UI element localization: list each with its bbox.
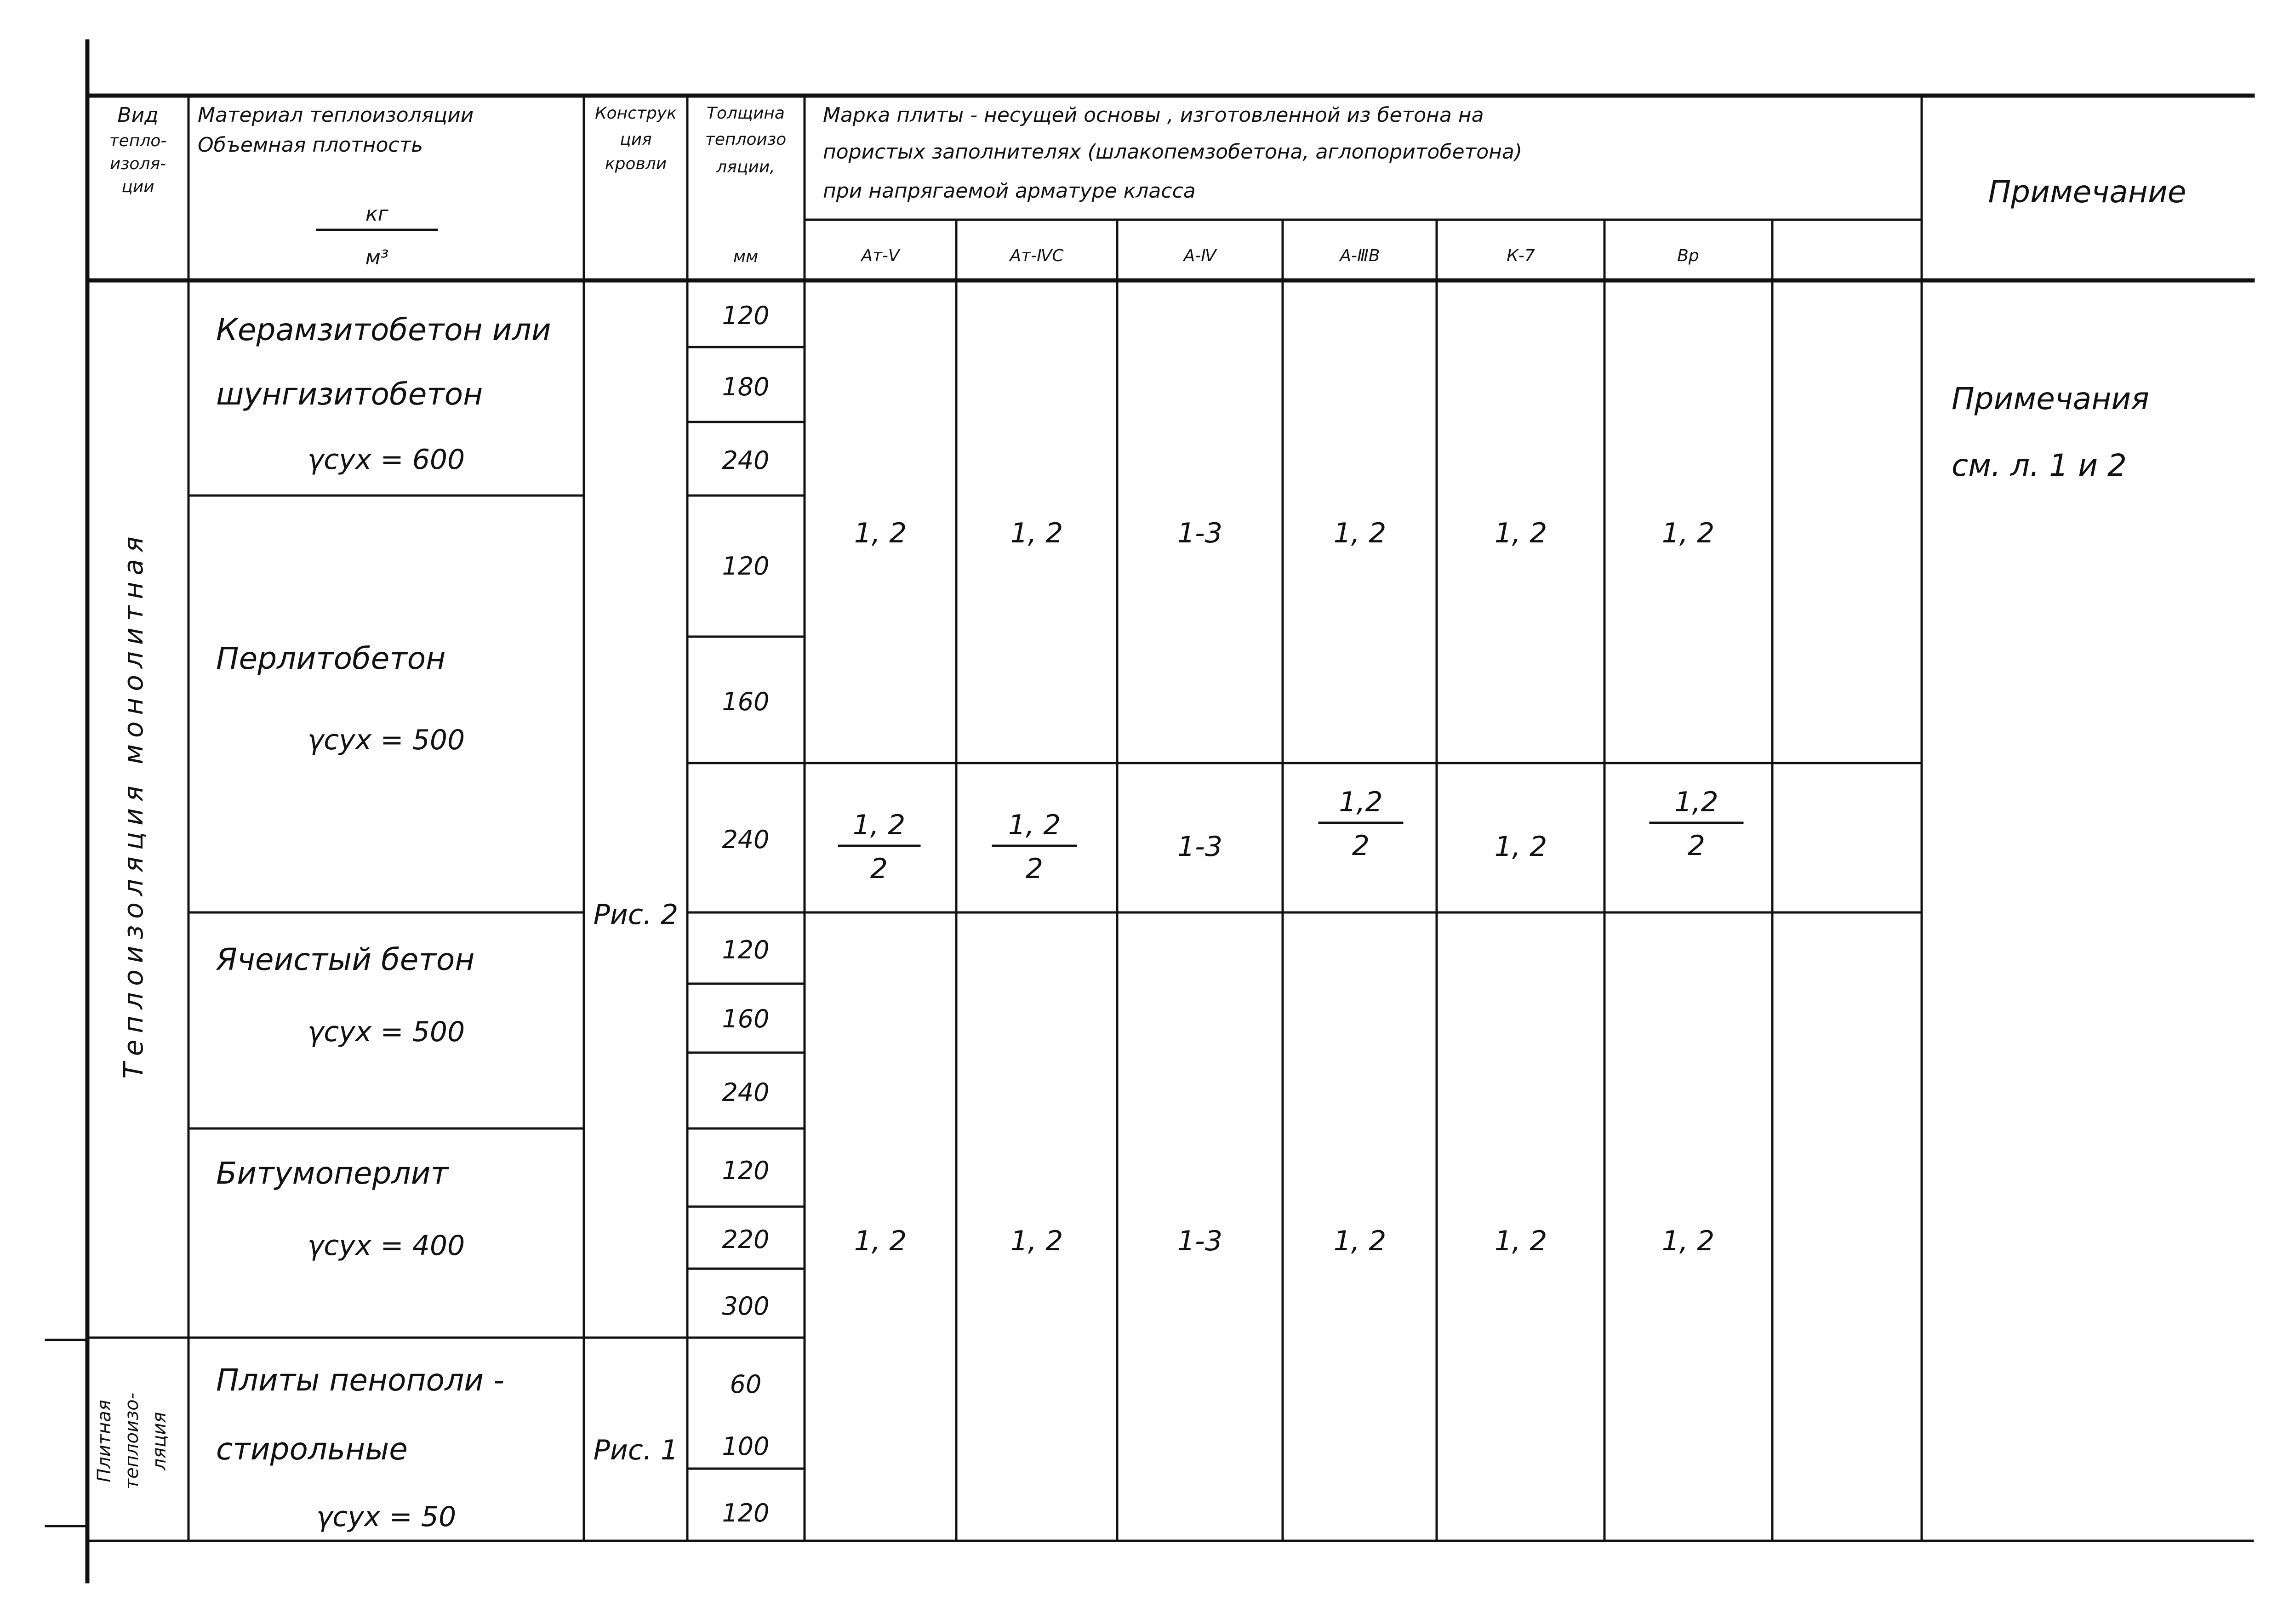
rebar-class-a-iv: А-Ⅳ [1183, 246, 1216, 265]
grade-fraction-top: 1, 2 [1008, 809, 1061, 841]
construction-ref: Рис. 1 [593, 1434, 679, 1466]
group-slab-line: теплоизо- [121, 1392, 143, 1490]
thickness-cell: 120 [722, 935, 770, 964]
note-text: Примечания [1952, 381, 2149, 416]
header-grade-line: при напрягаемой арматуре класса [823, 179, 1196, 203]
thickness-cell: 120 [722, 1156, 770, 1185]
thickness-cell: 120 [722, 1499, 770, 1527]
material-density: γсух = 600 [307, 444, 465, 476]
grade-fraction-bottom: 2 [1352, 830, 1370, 862]
thickness-cell: 120 [722, 301, 770, 330]
grade-cell: 1, 2 [1494, 831, 1547, 863]
grade-fraction-bottom: 2 [1687, 830, 1706, 862]
header-grade-line: Марка плиты - несущей основы , изготовленной из бетона на [823, 103, 1484, 127]
thickness-cell: 180 [722, 372, 770, 401]
header-density: Объемная плотность [198, 133, 423, 157]
grade-cell: 1, 2 [1010, 517, 1063, 549]
rebar-class-a-iiib: А-ⅢВ [1340, 246, 1380, 265]
group-labels [94, 530, 170, 1489]
grade-cell: 1, 2 [1333, 517, 1387, 549]
header-construction-line: Конструк [595, 104, 677, 123]
header-grade-line: пористых заполнителях (шлакопемзобетона, аглопоритобетона) [823, 140, 1523, 164]
table-grid [46, 41, 2253, 1581]
note-text: см. л. 1 и 2 [1952, 448, 2127, 483]
thickness-cell: 60 [730, 1370, 762, 1399]
grade-cell: 1, 2 [1661, 517, 1715, 549]
rebar-class-k7: К-7 [1507, 246, 1535, 265]
header-construction-line: кровли [605, 154, 667, 173]
thickness-cell: 120 [722, 552, 770, 581]
thickness-cell: 100 [722, 1432, 770, 1461]
header-density-unit-den: м³ [365, 246, 389, 269]
material-name: Керамзитобетон или [216, 312, 551, 348]
grade-cell: 1, 2 [1010, 1225, 1063, 1257]
construction-ref: Рис. 2 [593, 899, 679, 931]
thickness-cell: 240 [722, 1078, 770, 1107]
grade-cell: 1, 2 [1333, 1225, 1387, 1257]
thickness-cell: 300 [722, 1292, 770, 1321]
grade-cell: 1, 2 [854, 1225, 907, 1257]
header-thickness-line: Толщина [707, 104, 785, 123]
thickness-cell: 160 [722, 687, 770, 716]
material-name: Битумоперлит [216, 1156, 449, 1191]
group-slab-line: Плитная [94, 1400, 115, 1482]
grade-fraction-top: 1,2 [1339, 786, 1383, 818]
material-name: стирольные [216, 1431, 408, 1467]
thickness-cell: 240 [722, 446, 770, 475]
construction-column [594, 899, 678, 1466]
table-header [109, 103, 2186, 269]
header-construction-line: ция [620, 130, 652, 149]
material-name: Перлитобетон [216, 641, 446, 676]
header-vid-line: ции [121, 177, 154, 196]
grade-cell: 1, 2 [854, 517, 907, 549]
rebar-class-vr: Вр [1677, 246, 1699, 265]
thickness-cell: 160 [722, 1004, 770, 1033]
grade-fraction-bottom: 2 [1025, 853, 1044, 885]
header-vid-line: тепло- [109, 131, 167, 150]
header-vid-line: Вид [117, 103, 159, 127]
note-column [1952, 381, 2149, 483]
group-slab-line: ляция [149, 1412, 170, 1470]
header-thickness-line: ляции, [716, 158, 775, 177]
thickness-cell: 240 [722, 825, 770, 854]
material-density: γсух = 500 [307, 1016, 465, 1048]
grade-cell: 1, 2 [1494, 1225, 1547, 1257]
material-name: Ячеистый бетон [216, 942, 475, 977]
grade-block-3 [854, 1225, 1715, 1257]
grade-cell: 1, 2 [1661, 1225, 1715, 1257]
rebar-class-at-ivc: Ат-ⅣС [1010, 246, 1064, 265]
material-density: γсух = 50 [316, 1501, 457, 1533]
material-density: γсух = 500 [307, 724, 465, 756]
header-note: Примечание [1988, 174, 2186, 210]
grade-cell: 1-3 [1177, 831, 1222, 863]
grade-fraction-top: 1, 2 [852, 809, 906, 841]
grade-cell: 1-3 [1177, 1225, 1222, 1257]
material-density: γсух = 400 [307, 1230, 465, 1262]
header-thickness-unit: мм [733, 247, 759, 266]
grade-fraction-bottom: 2 [870, 853, 888, 885]
grade-cell: 1-3 [1177, 517, 1222, 549]
grade-fraction-top: 1,2 [1674, 786, 1718, 818]
header-density-unit-num: кг [365, 202, 388, 226]
header-thickness-line: теплоизо [705, 130, 787, 149]
grade-cell: 1, 2 [1494, 517, 1547, 549]
grade-block-2 [853, 786, 1718, 885]
header-material: Материал теплоизоляции [198, 103, 474, 127]
group-monolithic: Теплоизоляция монолитная [118, 530, 149, 1079]
grade-block-1 [854, 517, 1715, 549]
material-name: Плиты пенополи - [216, 1362, 504, 1398]
header-vid-line: изоля- [109, 154, 166, 173]
material-name: шунгизитобетон [216, 376, 483, 412]
rebar-class-at-v: Ат-Ⅴ [861, 246, 900, 265]
thickness-cell: 220 [722, 1225, 770, 1254]
thickness-column [722, 301, 769, 1527]
